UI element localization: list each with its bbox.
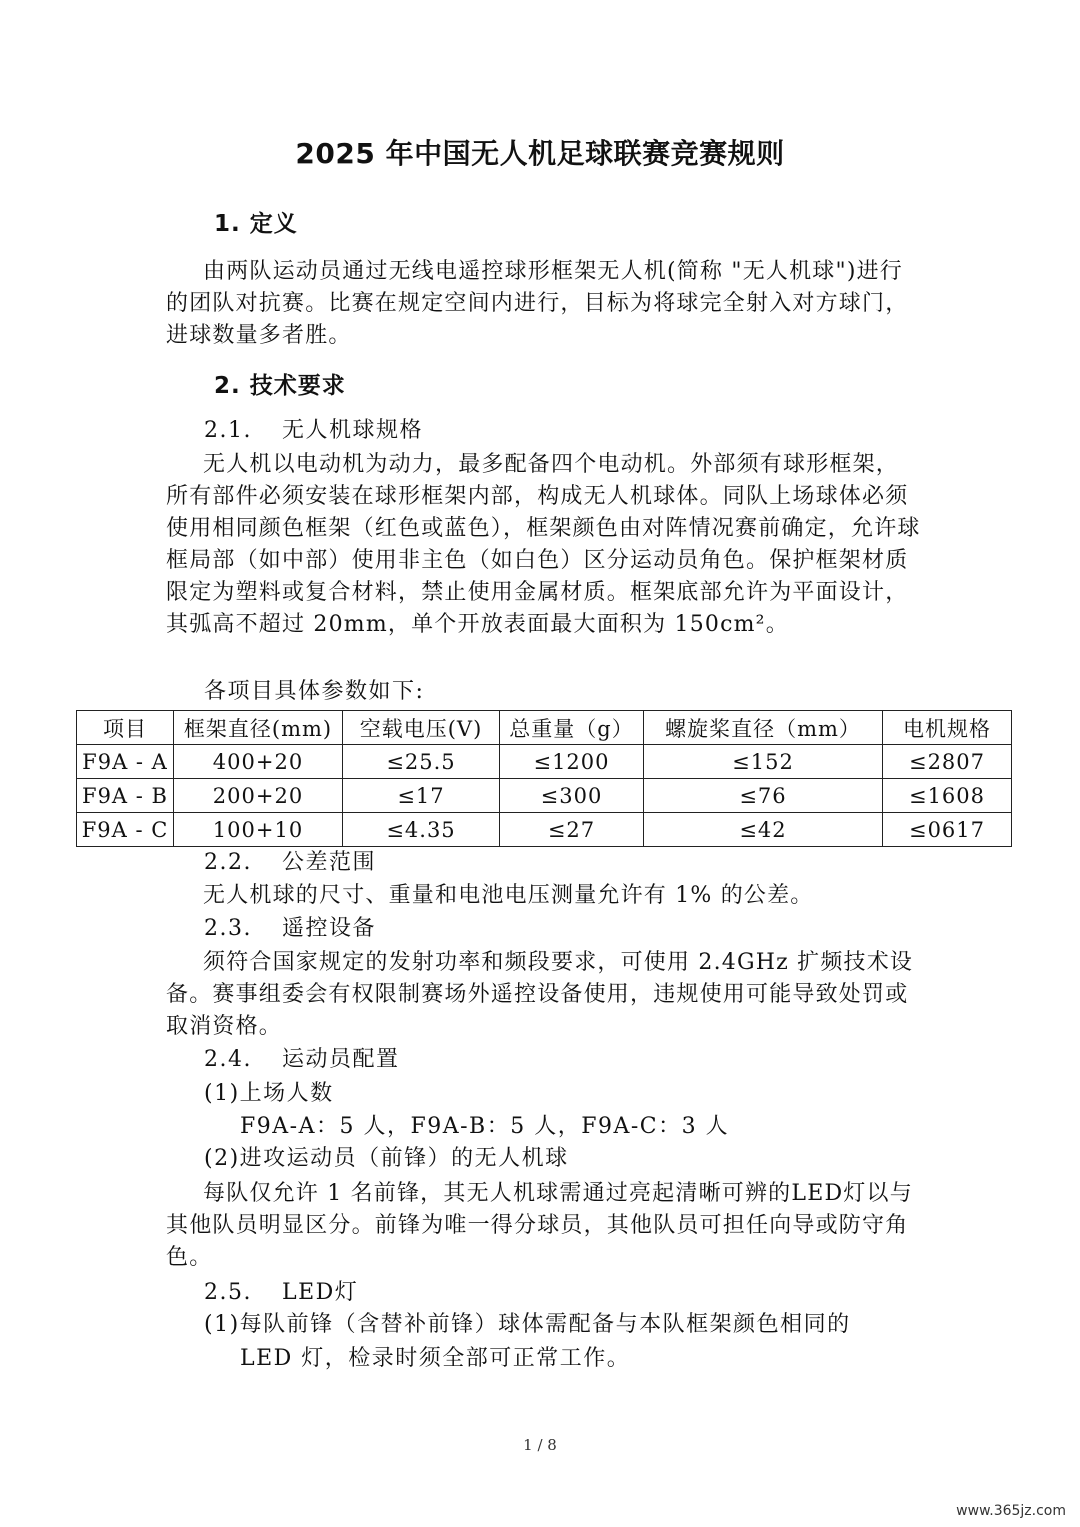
- subsection-number: 2.1.: [204, 418, 252, 443]
- section-heading-technical: 2. 技术要求: [214, 373, 346, 399]
- table-cell: ≤17: [343, 779, 500, 813]
- tolerance-paragraph: 无人机球的尺寸、重量和电池电压测量允许有 1% 的公差。: [203, 883, 814, 908]
- table-cell: ≤1200: [500, 745, 644, 779]
- subsection-number: 2.2.: [204, 850, 252, 875]
- parameters-table: [76, 710, 1012, 847]
- players-on-field-item: (1)上场人数: [204, 1081, 334, 1106]
- subsection-number: 2.3.: [204, 916, 252, 941]
- section-heading-definition: 1. 定义: [214, 211, 298, 237]
- subsection-title: 公差范围: [282, 850, 377, 875]
- table-header-row: [77, 711, 1012, 745]
- striker-paragraph: 每队仅允许 1 名前锋，其无人机球需通过亮起清晰可辨的LED灯以与其他队员明显区分。前锋为唯一得分球员，其他队员可担任向导或防守角色。: [166, 1181, 913, 1270]
- table-header-cell: 螺旋桨直径（mm）: [644, 711, 883, 745]
- led-item-line-1: (1)每队前锋（含替补前锋）球体需配备与本队框架颜色相同的: [204, 1312, 851, 1337]
- remote-control-paragraph: 须符合国家规定的发射功率和频段要求，可使用 2.4GHz 扩频技术设备。赛事组委会有权限制赛场外遥控设备使用，违规使用可能导致处罚或取消资格。: [166, 950, 914, 1039]
- striker-item: (2)进攻运动员（前锋）的无人机球: [204, 1146, 569, 1171]
- subsection-number: 2.4.: [204, 1047, 252, 1072]
- table-cell: ≤152: [644, 745, 883, 779]
- table-cell: 400+20: [174, 745, 343, 779]
- page-number: 1 / 8: [523, 1436, 557, 1454]
- subsection-title: 运动员配置: [282, 1047, 400, 1072]
- table-header-cell: 框架直径(mm): [174, 711, 343, 745]
- drone-ball-spec-paragraph: 无人机以电动机为动力，最多配备四个电动机。外部须有球形框架，所有部件必须安装在球形框架内部，构成无人机球体。同队上场球体必须使用相同颜色框架（红色或蓝色），框架颜色由对阵情况赛前确定，允许球框局部（如中部）使用非主色（如白色）区分运动员角色。保护框架材质限定为塑料或复合材料，禁止使用金属材质。框架底部允许为平面设计，其弧高不超过 20mm，单个开放表面最大面积为 150cm²。: [166, 452, 921, 637]
- table-cell: ≤25.5: [343, 745, 500, 779]
- table-header-cell: 电机规格: [883, 711, 1012, 745]
- table-cell: ≤27: [500, 813, 644, 847]
- subsection-number: 2.5.: [204, 1280, 252, 1305]
- page-title: 2025 年中国无人机足球联赛竞赛规则: [295, 137, 785, 170]
- players-on-field-text: F9A-A：5 人，F9A-B：5 人，F9A-C：3 人: [240, 1114, 730, 1139]
- table-cell: ≤0617: [883, 813, 1012, 847]
- subsection-title: 遥控设备: [282, 916, 377, 941]
- table-cell: F9A - B: [77, 779, 174, 813]
- table-row: [77, 779, 1012, 813]
- table-cell: F9A - A: [77, 745, 174, 779]
- subsection-title: LED灯: [282, 1280, 359, 1305]
- watermark: www.365jz.com: [956, 1503, 1066, 1519]
- table-header-cell: 空载电压(V): [343, 711, 500, 745]
- table-row: [77, 745, 1012, 779]
- table-cell: ≤2807: [883, 745, 1012, 779]
- table-cell: ≤4.35: [343, 813, 500, 847]
- table-cell: ≤300: [500, 779, 644, 813]
- table-row: [77, 813, 1012, 847]
- subsection-2-2-heading: [204, 848, 376, 878]
- led-item-line-2: LED 灯，检录时须全部可正常工作。: [240, 1346, 631, 1371]
- subsection-2-5-heading: [204, 1278, 358, 1308]
- table-cell: ≤1608: [883, 779, 1012, 813]
- table-header-cell: 项目: [77, 711, 174, 745]
- subsection-2-3-heading: [204, 914, 376, 944]
- definition-paragraph: 由两队运动员通过无线电遥控球形框架无人机(简称 "无人机球")进行的团队对抗赛。比赛在规定空间内进行，目标为将球完全射入对方球门，进球数量多者胜。: [166, 259, 909, 348]
- table-cell: 100+10: [174, 813, 343, 847]
- table-cell: ≤76: [644, 779, 883, 813]
- subsection-2-1-heading: [204, 416, 423, 446]
- table-cell: F9A - C: [77, 813, 174, 847]
- subsection-2-4-heading: [204, 1045, 400, 1075]
- table-intro: 各项目具体参数如下:: [204, 679, 425, 704]
- table-cell: ≤42: [644, 813, 883, 847]
- table-cell: 200+20: [174, 779, 343, 813]
- table-header-cell: 总重量（g）: [500, 711, 644, 745]
- subsection-title: 无人机球规格: [282, 418, 424, 443]
